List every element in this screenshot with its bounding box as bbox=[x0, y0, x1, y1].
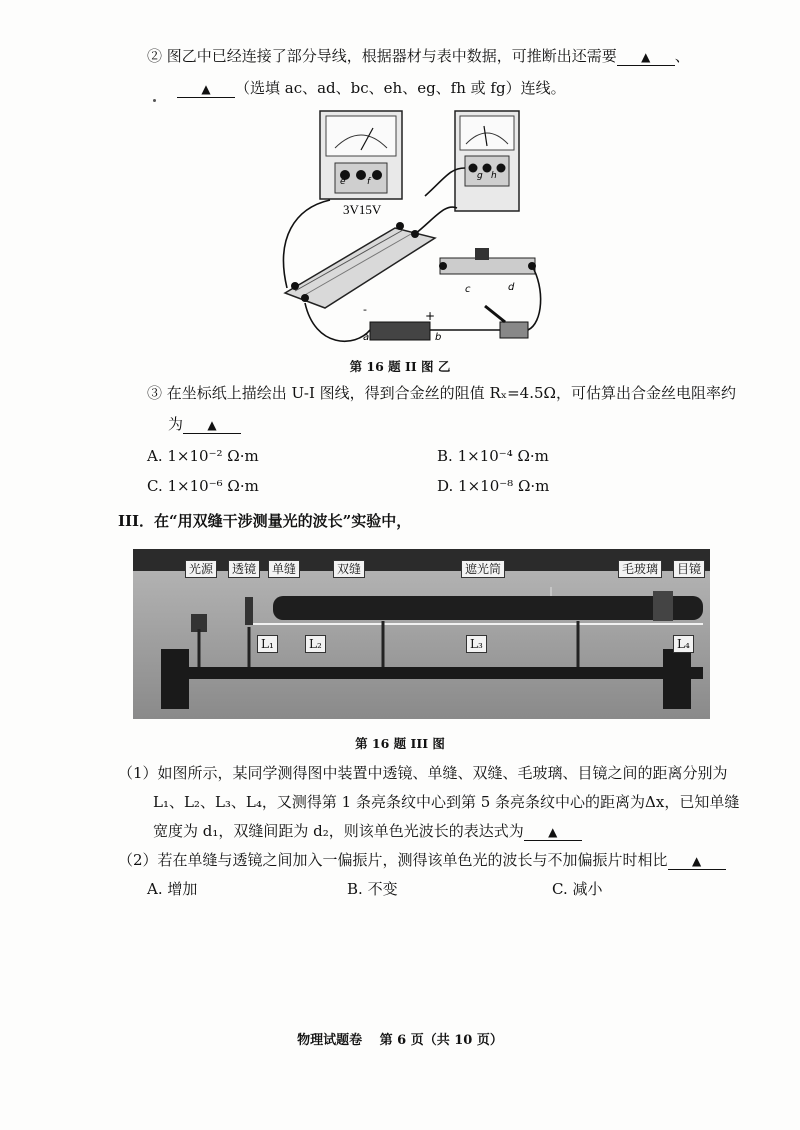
figure-caption-iii: 第 16 题 III 图 bbox=[355, 736, 445, 751]
rheostat-slider bbox=[475, 248, 489, 260]
option-key: C. bbox=[147, 477, 163, 495]
q3-option-b bbox=[437, 446, 549, 466]
figure-caption-ii: 第 16 题 II 图 乙 bbox=[349, 359, 451, 374]
q2-separator: 、 bbox=[674, 47, 690, 65]
terminal-knob bbox=[497, 164, 506, 173]
answer-blank: ▲ bbox=[177, 81, 235, 98]
answer-blank: ▲ bbox=[668, 853, 726, 870]
terminal-e: e bbox=[340, 177, 346, 187]
switch-lever bbox=[485, 306, 505, 322]
option-text: 1×10⁻⁸ Ω·m bbox=[458, 477, 550, 495]
option-key: A. bbox=[147, 880, 163, 898]
wire bbox=[415, 207, 457, 234]
double-slit-apparatus-photo bbox=[133, 549, 710, 719]
terminal-c: c bbox=[465, 284, 471, 295]
q-iii-2-option-a bbox=[147, 879, 197, 899]
battery-minus: - bbox=[363, 303, 367, 316]
lens-mount bbox=[245, 597, 253, 625]
label-L1: L₁ bbox=[257, 635, 278, 653]
q3-line2 bbox=[168, 414, 241, 434]
q-iii-2-option-b bbox=[347, 879, 398, 899]
answer-blank: ▲ bbox=[617, 49, 675, 66]
label-L2: L₂ bbox=[305, 635, 326, 653]
battery bbox=[370, 322, 430, 340]
terminal-b: b bbox=[435, 332, 442, 343]
q3-prefix: 为 bbox=[168, 415, 184, 433]
optical-bench-rail bbox=[163, 667, 703, 679]
q2-line2 bbox=[177, 78, 566, 98]
label-light-source: 光源 bbox=[185, 560, 217, 578]
wire bbox=[305, 303, 370, 341]
label-frosted-glass: 毛玻璃 bbox=[618, 560, 662, 578]
light-tube bbox=[273, 596, 703, 620]
option-text: 不变 bbox=[367, 880, 398, 898]
q-iii-2-text: （2）若在单缝与透镜之间加入一偏振片，测得该单色光的波长与不加偏振片时相比 bbox=[118, 851, 668, 869]
label-lens: 透镜 bbox=[228, 560, 260, 578]
terminal-knob bbox=[356, 170, 366, 180]
terminal-g: g bbox=[477, 171, 483, 181]
option-text: 1×10⁻² Ω·m bbox=[167, 447, 259, 465]
q-iii-1-line2: L₁、L₂、L₃、L₄，又测得第 1 条亮条纹中心到第 5 条亮条纹中心的距离为Δx，已知单缝 bbox=[153, 793, 740, 811]
label-L3: L₃ bbox=[466, 635, 487, 653]
terminal-knob bbox=[439, 262, 447, 270]
q-iii-2-line1 bbox=[118, 850, 726, 870]
rail-support-right bbox=[663, 649, 691, 709]
q2-line1 bbox=[147, 46, 690, 66]
terminal-h: h bbox=[491, 171, 497, 181]
answer-blank: ▲ bbox=[183, 417, 241, 434]
q3-option-c bbox=[147, 476, 259, 496]
label-light-shield-tube: 遮光筒 bbox=[461, 560, 505, 578]
terminal-knob bbox=[301, 294, 309, 302]
switch-base bbox=[500, 322, 528, 338]
q-iii-1-line1: （1）如图所示，某同学测得图中装置中透镜、单缝、双缝、毛玻璃、目镜之间的距离分别为 bbox=[118, 764, 728, 782]
rheostat-body bbox=[440, 258, 535, 274]
terminal-knob bbox=[396, 222, 404, 230]
option-text: 1×10⁻⁶ Ω·m bbox=[167, 477, 259, 495]
q3-line1: ③ 在坐标纸上描绘出 U-I 图线，得到合金丝的阻值 Rₓ=4.5Ω，可估算出合金丝电阻率约 bbox=[147, 384, 736, 402]
option-key: B. bbox=[437, 447, 453, 465]
voltmeter-range: 3V15V bbox=[343, 202, 382, 217]
option-key: D. bbox=[437, 477, 454, 495]
option-text: 减小 bbox=[572, 880, 603, 898]
q2-text: ② 图乙中已经连接了部分导线，根据器材与表中数据，可推断出还需要 bbox=[147, 47, 617, 65]
battery-plus: + bbox=[425, 309, 436, 323]
page-footer: 物理试题卷 第 6 页（共 10 页） bbox=[297, 1033, 503, 1048]
option-text: 增加 bbox=[167, 880, 198, 898]
terminal-f: f bbox=[367, 177, 371, 187]
q-iii-1-text: 宽度为 d₁，双缝间距为 d₂，则该单色光波长的表达式为 bbox=[153, 822, 524, 840]
label-double-slit: 双缝 bbox=[333, 560, 365, 578]
circuit-diagram bbox=[275, 108, 545, 355]
q2-options-hint: （选填 ac、ad、bc、eh、eg、fh 或 fg）连线。 bbox=[235, 79, 566, 97]
rail-support-left bbox=[161, 649, 189, 709]
terminal-a: a bbox=[363, 332, 370, 343]
q3-option-d bbox=[437, 476, 549, 496]
terminal-d: d bbox=[508, 282, 515, 293]
option-text: 1×10⁻⁴ Ω·m bbox=[457, 447, 549, 465]
eyepiece-holder bbox=[653, 591, 673, 621]
label-single-slit: 单缝 bbox=[268, 560, 300, 578]
q-iii-2-option-c bbox=[552, 879, 603, 899]
label-eyepiece: 目镜 bbox=[673, 560, 705, 578]
q3-option-a bbox=[147, 446, 259, 466]
terminal-knob bbox=[372, 170, 382, 180]
option-key: C. bbox=[552, 880, 568, 898]
answer-blank: ▲ bbox=[524, 824, 582, 841]
section-iii-heading: III．在“用双缝干涉测量光的波长”实验中， bbox=[118, 512, 412, 530]
wire bbox=[528, 266, 541, 330]
stray-dot bbox=[153, 99, 156, 102]
option-key: A. bbox=[147, 447, 163, 465]
q-iii-1-line3 bbox=[153, 821, 582, 841]
label-L4: L₄ bbox=[673, 635, 694, 653]
terminal-knob bbox=[291, 282, 299, 290]
option-key: B. bbox=[347, 880, 363, 898]
